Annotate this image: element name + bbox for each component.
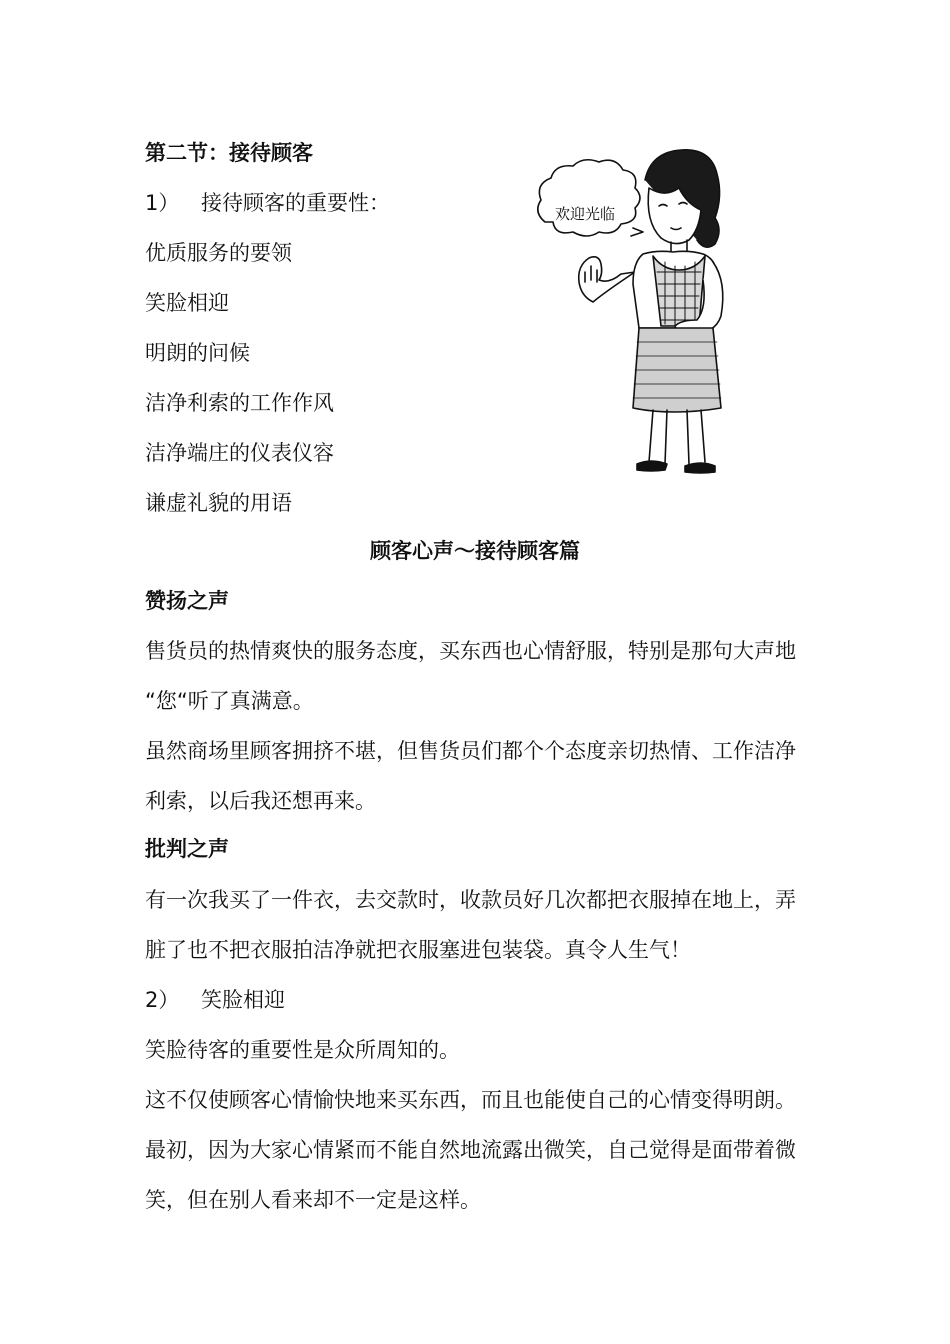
point-5: 洁净端庄的仪表仪容 (145, 441, 334, 465)
praise-title: 赞扬之声 (145, 589, 229, 613)
item-2-label: 笑脸相迎 (201, 988, 285, 1012)
criticism-line-1: 有一次我买了一件衣，去交款时，收款员好几次都把衣服掉在地上，弄 (145, 888, 796, 912)
praise-line-2: “您“听了真满意。 (145, 689, 314, 713)
raised-hand (579, 257, 635, 302)
smile-line-3: 最初，因为大家心情紧而不能自然地流露出微笑，自己觉得是面带着微 (145, 1138, 796, 1162)
item-1-number: 1） (145, 191, 180, 215)
shoes (637, 461, 715, 473)
speech-bubble (538, 160, 640, 236)
saleswoman-greeting-illustration (525, 142, 735, 482)
praise-line-1: 售货员的热情爽快的服务态度，买东西也心情舒服，特别是那句大声地 (145, 639, 796, 663)
praise-line-4: 利索，以后我还想再来。 (145, 789, 376, 813)
point-2: 笑脸相迎 (145, 291, 229, 315)
point-4: 洁净利索的工作作风 (145, 391, 334, 415)
point-6: 谦虚礼貌的用语 (145, 491, 292, 515)
smile-line-2: 这不仅使顾客心情愉快地来买东西，而且也能使自己的心情变得明朗。 (145, 1088, 796, 1112)
item-1-label: 接待顾客的重要性： (201, 191, 390, 215)
section-title: 第二节：接待顾客 (145, 141, 313, 165)
point-1: 优质服务的要领 (145, 241, 292, 265)
voices-heading: 顾客心声～接待顾客篇 (370, 539, 580, 563)
item-1-heading (145, 189, 390, 217)
criticism-title: 批判之声 (145, 837, 229, 861)
criticism-line-2: 脏了也不把衣服拍洁净就把衣服塞进包装袋。真令人生气！ (145, 938, 691, 962)
item-2-number: 2） (145, 988, 180, 1012)
legs (649, 410, 705, 464)
point-3: 明朗的问候 (145, 341, 250, 365)
item-2-heading (145, 986, 285, 1014)
smile-line-4: 笑，但在别人看来却不一定是这样。 (145, 1188, 481, 1212)
smile-line-1: 笑脸待客的重要性是众所周知的。 (145, 1038, 460, 1062)
speech-bubble-text: 欢迎光临 (554, 205, 615, 223)
praise-line-3: 虽然商场里顾客拥挤不堪，但售货员们都个个态度亲切热情、工作洁净 (145, 739, 796, 763)
